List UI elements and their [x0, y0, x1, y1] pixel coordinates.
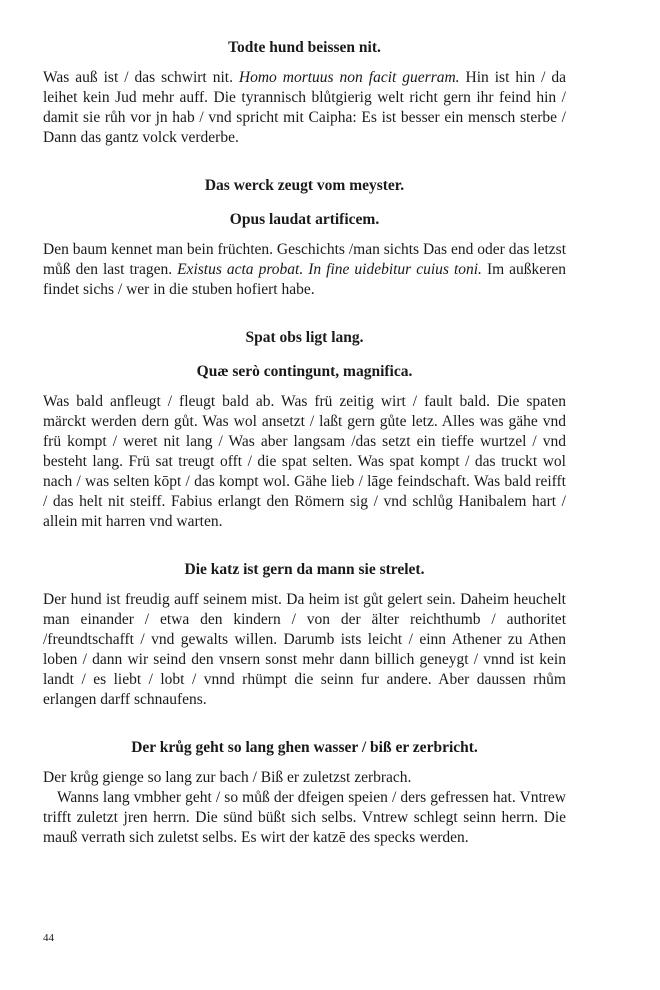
section-heading: Der krůg geht so lang ghen wasser / biß er zerbricht.: [131, 739, 478, 756]
section-heading: Spat obs ligt lang.: [245, 329, 364, 346]
text-run: Im außkeren findet sichs / wer in die stuben hofiert habe.: [43, 261, 566, 298]
section-subheading: Opus laudat artificem.: [229, 211, 380, 228]
latin-phrase: Existus acta probat. In fine uidebitur cuius toni.: [177, 261, 482, 278]
latin-phrase: Homo mortuus non facit guerram.: [238, 69, 460, 86]
paragraph: [43, 240, 566, 300]
paragraph: [43, 68, 566, 148]
section-subheading: Quæ serò contingunt, magnifica.: [196, 363, 413, 380]
paragraph: Der hund ist freudig auff seinem mist. Da heim ist gůt gelert sein. Daheim heuchelt man einander / etwa den kindern / von der älter reichthumb / authoritet /freundtschafft / vnd gewalts willen. Darumb ists leicht / einn Athener zu Athen loben / dann wir seind den vnsern sonst mehr dann billich geneygt / vnnd ist kein landt / es liebt / lobt / vnnd rhümpt die seinn fur andere. Aber daussen rhům erlangen darff schnaufens.: [43, 591, 566, 708]
section-heading: Das werck zeugt vom meyster.: [204, 177, 405, 194]
paragraph: Was bald anfleugt / fleugt bald ab. Was frü zeitig wirt / fault bald. Die spaten märckt werden dern gůt. Was wol ansetzt / laßt gern gůte letz. Alles was gähe vnd frü kompt / weret nit lang / Was aber langsam /das setzt ein tieffe wurtzel / vnd besteht lang. Frü sat treugt offt / die spat selten. Was spat kompt / das truckt wol nach / was selten kōpt / das kompt wol. Gähe lieb / lāge feindschaft. Was bald reifft / das helt nit steiff. Fabius erlangt den Römern sig / vnd schlůg Hanibalem hart / allein mit harren vnd warten.: [43, 393, 566, 530]
text-run: Was auß ist / das schwirt nit.: [43, 69, 239, 86]
page-number: 44: [43, 932, 54, 944]
section-heading: Todte hund beissen nit.: [228, 39, 381, 56]
paragraph: Der krůg gienge so lang zur bach / Biß er zuletzst zerbrach.: [43, 769, 412, 786]
section-heading: Die katz ist gern da mann sie strelet.: [184, 561, 425, 578]
page-body: [43, 38, 566, 848]
paragraph: Wanns lang vmbher geht / so můß der dfeigen speien / ders gefressen hat. Vntrew trifft zuletzt jren herrn. Die sünd büßt sich selbs. Vntrew schlegt seinn herrn. Die mauß verrath sich zuletst selbs. Es wirt der katzē des specks werden.: [43, 789, 566, 846]
text-run: Den baum kennet man bein früchten. Geschichts /man sichts Das end oder das letzst můß den last tragen.: [43, 241, 566, 278]
text-run: Hin ist hin / da leihet kein Jud mehr auff. Die tyrannisch blůtgierig welt richt gern ihr feind hin / damit sie růh vor jn hab / vnd spricht mit Caipha: Es ist besser ein mensch sterbe / Dann das gantz volck verderbe.: [43, 69, 567, 146]
